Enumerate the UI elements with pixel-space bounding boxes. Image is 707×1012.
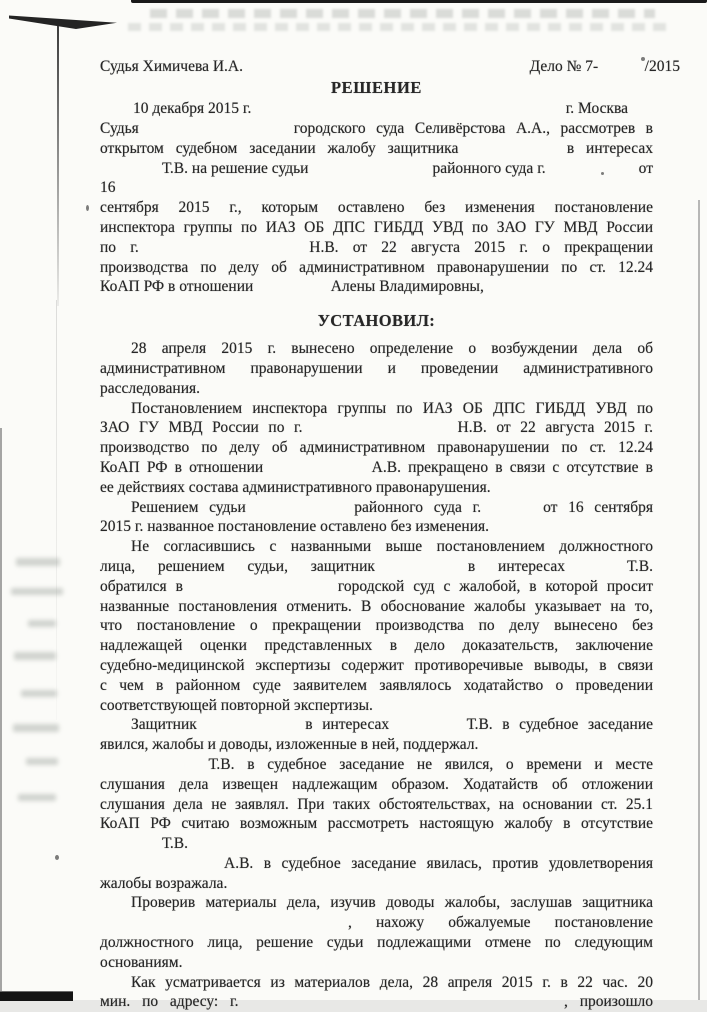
case-number: Дело № 7- /2015 <box>529 58 680 75</box>
text-line: слушания дела не заявлял. При таких обстоятельствах, на основании ст. 25.1 <box>100 795 653 813</box>
text-line: названные постановления отменить. В обоснование жалобы указывает на то, <box>100 597 653 615</box>
text-line: сентября 2015 г., которым оставлено без изменения постановление <box>100 199 653 217</box>
text-line: Решением судьи районного суда г. от 16 сентября <box>100 498 653 516</box>
scan-artifact-bleedthrough-text-band <box>150 9 655 18</box>
text-line: производство по делу об административном правонарушении по ст. 12.24 <box>100 439 653 457</box>
text-line: ЗАО ГУ МВД России по г. Н.В. от 22 августа 2015 г. <box>100 419 653 437</box>
text-line: основаниям. <box>100 953 183 971</box>
document-title: РЕШЕНИЕ <box>330 78 423 97</box>
document-body <box>100 119 653 1012</box>
text-line: лица, решением судьи, защитник в интересах Т.В. <box>100 557 653 575</box>
scan-artifact-bleedthrough-smudge <box>18 794 56 801</box>
scan-artifact-crease-line <box>57 26 59 306</box>
text-line: обратился в городской суд с жалобой, в которой просит <box>100 577 653 595</box>
text-line: Судья городского суда Селивёрстова А.А., рассмотрев в <box>100 120 653 137</box>
text-line: 2015 г. названное постановление оставлено без изменения. <box>100 518 489 536</box>
text-line: Проверив материалы дела, изучив доводы жалобы, заслушав защитника <box>100 894 653 912</box>
date-row <box>100 99 653 119</box>
text-line: жалобы возражала. <box>100 874 228 892</box>
scan-artifact-bleedthrough-text-band <box>128 23 673 31</box>
document <box>100 57 680 1012</box>
text-line: инспектора группы по ИАЗ ОБ ДПС ГИБДД УВД по ЗАО ГУ МВД России <box>100 218 653 236</box>
section-heading: УСТАНОВИЛ: <box>317 311 436 331</box>
text-line: по г. Н.В. от 22 августа 2015 г. о прекращении <box>100 238 653 256</box>
text-line: судебно-медицинской экспертизы содержит противоречивые выводы, в связи <box>100 656 653 674</box>
text-line: Т.В. <box>100 835 189 853</box>
scan-artifact-corner-fold-mark <box>9 14 117 29</box>
scan-artifact-speck <box>55 855 59 860</box>
scan-artifact-bleedthrough-smudge <box>11 588 63 595</box>
scan-artifact-bleedthrough-smudge <box>13 724 59 732</box>
text-line: 28 апреля 2015 г. вынесено определение о возбуждении дела об <box>100 340 653 358</box>
city-label: г. Москва <box>565 100 628 117</box>
text-line: должностного лица, решение судьи подлежащими отмене по следующим <box>100 934 653 952</box>
text-line: мин. по адресу: г. , произошло <box>100 993 653 1011</box>
scan-artifact-bottom-left-bar <box>0 991 73 1001</box>
text-line: Защитник в интересах Т.В. в судебное заседание <box>100 716 653 734</box>
text-line: Как усматривается из материалов дела, 28 апреля 2015 г. в 22 час. 20 <box>100 973 653 991</box>
text-line: с чем в районном суде заявителем заявлялось ходатайство о проведении <box>100 676 653 694</box>
header-row <box>100 57 680 77</box>
text-line: ее действиях состава административного правонарушения. <box>100 478 491 496</box>
text-line: производства по делу об административном правонарушении по ст. 12.24 <box>100 258 653 276</box>
text-line: КоАП РФ считаю возможным рассмотреть настоящую жалобу в отсутствие <box>100 815 653 833</box>
text-line: А.В. в судебное заседание явилась, против удовлетворения <box>100 854 653 872</box>
scan-artifact-top-edge-line <box>131 0 707 3</box>
scan-artifact-bleedthrough-smudge <box>28 620 56 627</box>
text-line: КоАП РФ в отношении Алены Владимировны, <box>100 278 484 296</box>
text-line: КоАП РФ в отношении А.В. прекращено в связи с отсутствие в <box>100 458 653 476</box>
text-line: , нахожу обжалуемые постановление <box>100 914 653 932</box>
text-line: Постановлением инспектора группы по ИАЗ ОБ ДПС ГИБДД УВД по <box>100 399 653 417</box>
text-line: Т.В. в судебное заседание не явился, о времени и месте <box>100 755 653 773</box>
text-line: соответствующей повторной экспертизы. <box>100 696 373 714</box>
scan-artifact-bleedthrough-smudge <box>26 758 58 765</box>
scan-artifact-right-edge-line <box>698 200 700 1000</box>
judge-name: Судья Химичева И.А. <box>100 58 243 75</box>
text-line: надлежащей оценки представленных в дело доказательств, заключение <box>100 637 653 655</box>
text-line: Не согласившись с названными выше постановлением должностного <box>100 538 653 556</box>
scan-artifact-speck <box>86 205 89 211</box>
text-line: административном правонарушении и проведении административного <box>100 359 653 377</box>
decision-date: 10 декабря 2015 г. <box>133 100 252 117</box>
scan-artifact-left-edge-line <box>0 428 2 1000</box>
text-line: слушания дела извещен надлежащим образом. Ходатайств об отложении <box>100 775 653 793</box>
text-line: расследования. <box>100 379 201 397</box>
scan-artifact-bleedthrough-smudge <box>16 558 60 566</box>
scan-artifact-bleedthrough-smudge <box>21 690 57 697</box>
text-line: Т.В. на решение судьи районного суда г. от 16 <box>100 159 653 197</box>
text-line: что постановление о прекращении производства по делу вынесено без <box>100 617 653 635</box>
text-line: явился, жалобы и доводы, изложенные в ней, поддержал. <box>100 736 479 754</box>
text-line: открытом судебном заседании жалобу защитника в интересах <box>100 139 653 157</box>
scan-artifact-crease-line <box>56 300 57 720</box>
scan-artifact-bleedthrough-smudge <box>14 652 56 660</box>
